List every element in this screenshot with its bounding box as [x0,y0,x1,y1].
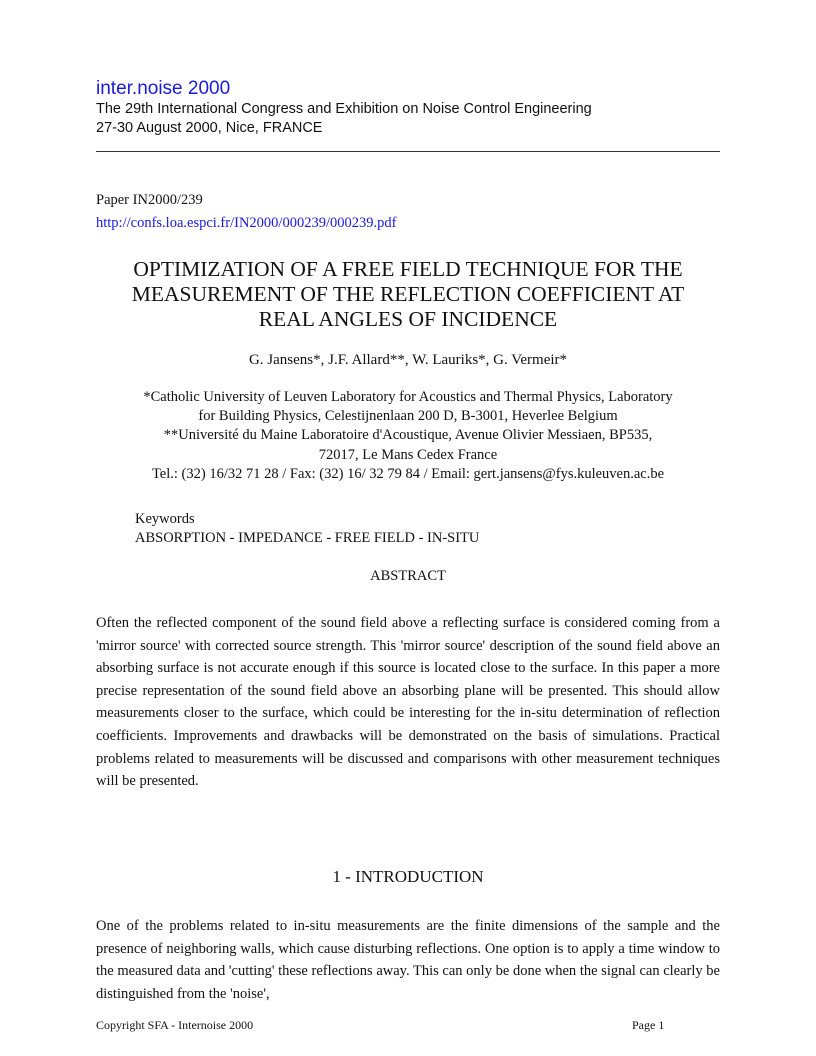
introduction-text: One of the problems related to in-situ measurements are the finite dimensions of the sample and the presence of neighboring walls, which cause disturbing reflections. One option is to apply a time window to the measured data and 'cutting' these reflections away. This can only be done when the signal can clearly be distinguished from the 'noise', [96,918,720,1002]
abstract-text: Often the reflected component of the sound field above a reflecting surface is considered coming from a 'mirror source' with corrected source strength. This 'mirror source' description of the sound field above an absorbing surface is not accurate enough if this source is located close to the surface. In this paper a more precise representation of the sound field above an absorbing plane will be presented. This should allow measurements closer to the surface, which could be interesting for the in-situ determination of reflection coefficients. Improvements and drawbacks will be demonstrated on the basis of simulations. Practical problems related to measurements will be discussed and comparisons with other measurement techniques will be presented. [96,615,720,790]
keywords-list: ABSORPTION - IMPEDANCE - FREE FIELD - IN-SITU [135,530,480,546]
paper-id: Paper IN2000/239 [96,192,203,208]
abstract-heading: ABSTRACT [370,568,446,584]
introduction-heading: 1 - INTRODUCTION [332,867,484,886]
footer-copyright: Copyright SFA - Internoise 2000 [96,1018,254,1032]
keywords-label: Keywords [135,511,195,527]
title-line: MEASUREMENT OF THE REFLECTION COEFFICIENT AT [131,282,685,306]
title-line: OPTIMIZATION OF A FREE FIELD TECHNIQUE FOR THE [133,257,683,281]
affiliation-line: 72017, Le Mans Cedex France [318,446,498,463]
keywords-block [135,510,479,548]
conference-event: The 29th International Congress and Exhibition on Noise Control Engineering [96,101,592,117]
affiliation-line: *Catholic University of Leuven Laboratory for Acoustics and Thermal Physics, Laboratory [143,389,673,405]
affiliation-line: **Université du Maine Laboratoire d'Acoustique, Avenue Olivier Messiaen, BP535, [163,427,653,444]
footer-page-number: Page 1 [632,1018,665,1032]
conference-header [96,78,720,138]
conference-dates: 27-30 August 2000, Nice, FRANCE [96,120,323,136]
paper-title [96,257,720,332]
header-divider [96,151,720,152]
author-list: G. Jansens*, J.F. Allard**, W. Lauriks*, G. Vermeir* [248,352,568,368]
affiliation-line: for Building Physics, Celestijnenlaan 200 D, B-3001, Heverlee Belgium [198,408,618,425]
contact-line: Tel.: (32) 16/32 71 28 / Fax: (32) 16/ 32 79 84 / Email: gert.jansens@fys.kuleuven.ac.be [151,465,665,482]
affiliations [96,388,720,484]
paper-url-link[interactable]: http://confs.loa.espci.fr/IN2000/000239/000239.pdf [96,215,397,231]
conference-name: inter.noise 2000 [96,78,231,99]
title-line: REAL ANGLES OF INCIDENCE [258,307,558,331]
